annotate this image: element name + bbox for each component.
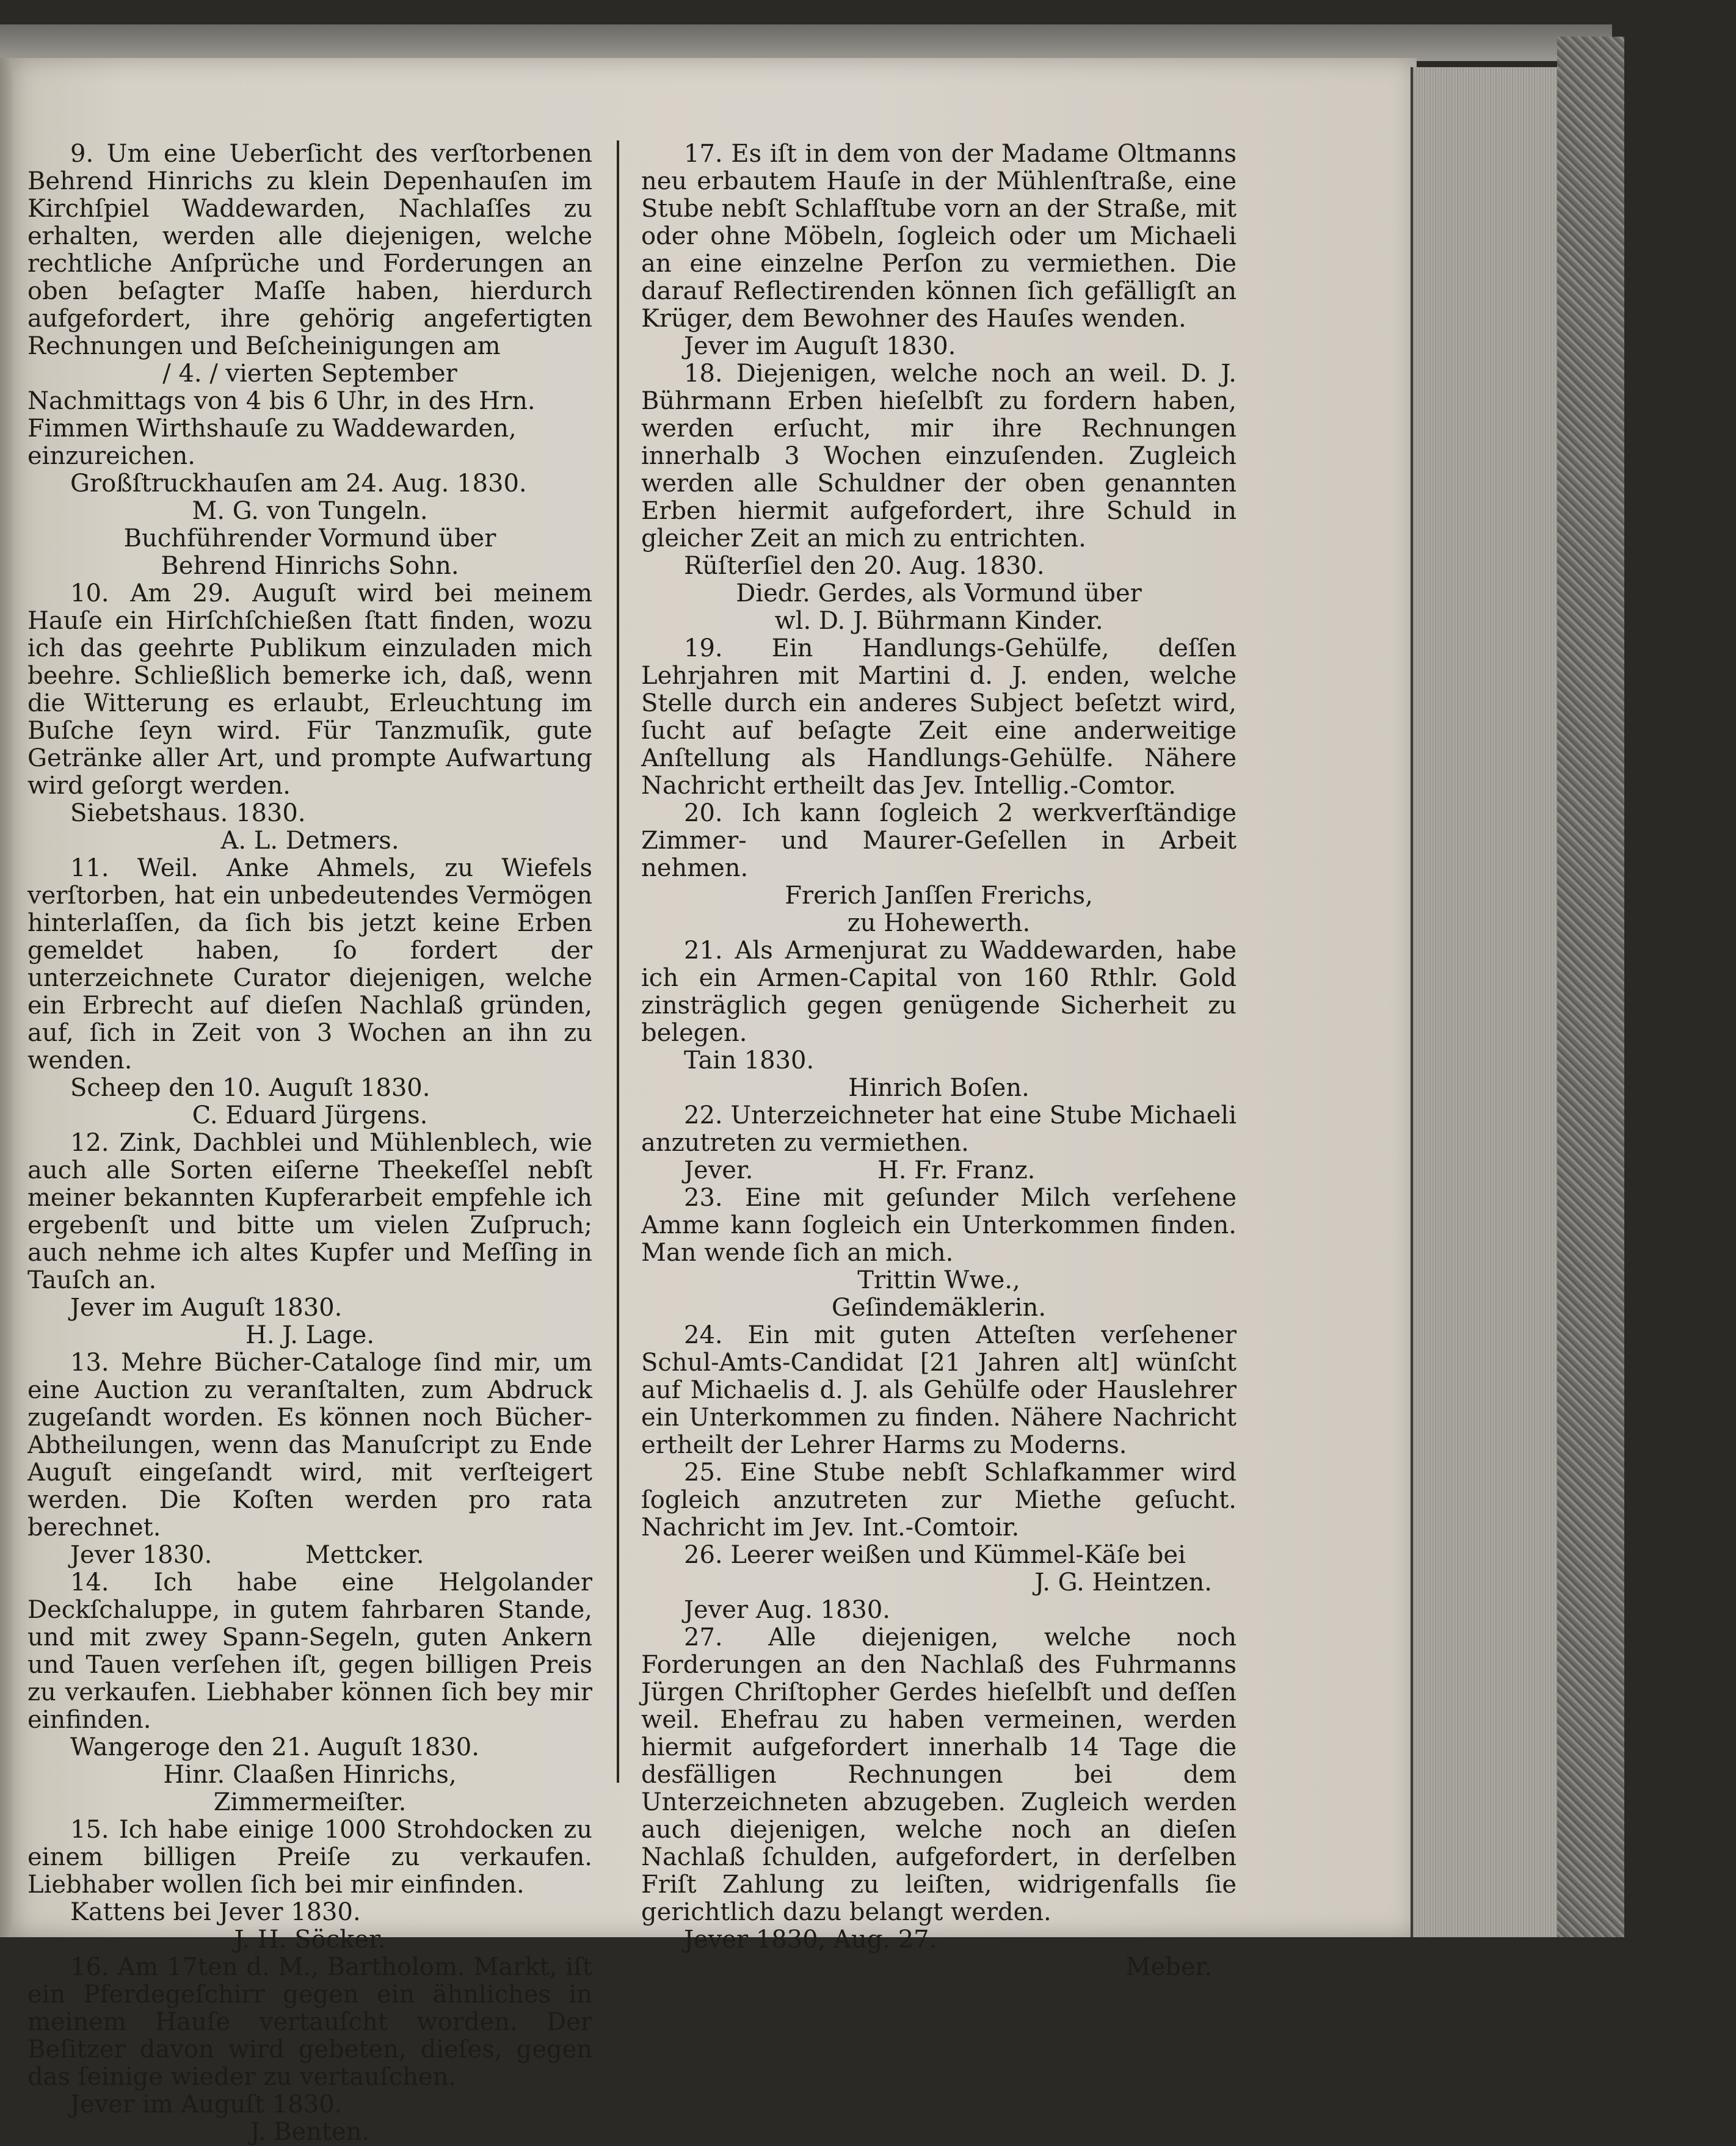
place-date-line: Jever. H. Fr. Franz. (684, 1156, 1036, 1184)
signature-line: Hinr. Claaßen Hinrichs, (163, 1761, 457, 1789)
notice-paragraph: 24. Ein mit guten Atteſten verſehener Schul-Amts-Candidat [21 Jahren alt] wünſcht auf Michaelis d. J. als Gehülfe oder Hauslehrer ein Unterkommen zu finden. Nähere Nachricht ertheilt der Lehrer Harms zu Moderns. (641, 1321, 1237, 1459)
notice-paragraph: 13. Mehre Bücher-Cataloge ſind mir, um eine Auction zu veranſtalten, zum Abdruck zugeſandt worden. Es können noch Bücher-Abtheilungen, wenn das Manuſcript zu Ende Auguſt eingeſandt wird, mit verſteigert werden. Die Koſten werden pro rata berechnet. (27, 1349, 592, 1542)
place-date-line: Jever im Auguſt 1830. (70, 1294, 343, 1322)
notice-paragraph: 22. Unterzeichneter hat eine Stube Michaeli anzutreten zu vermiethen. (641, 1101, 1237, 1157)
signature-line: Buchführender Vormund über (123, 524, 496, 553)
place-date-line: Scheep den 10. Auguſt 1830. (70, 1074, 430, 1102)
notice-paragraph: 20. Ich kann ſogleich 2 werkverſtändige Zimmer- und Maurer-Geſellen in Arbeit nehmen. (641, 799, 1237, 882)
signature-line: M. G. von Tungeln. (192, 497, 428, 525)
column-rule (617, 140, 619, 1783)
notice-paragraph: 21. Als Armenjurat zu Waddewarden, habe ich ein Armen-Capital von 160 Rthlr. Gold zinsträglich gegen genügende Sicherheit zu belegen. (641, 937, 1237, 1047)
place-date-line: Jever im Auguſt 1830. (684, 332, 956, 360)
place-date-line: Großſtruckhauſen am 24. Aug. 1830. (70, 469, 527, 498)
notice-paragraph: 14. Ich habe eine Helgolander Deckſchaluppe, in gutem fahrbaren Stande, und mit zwey Spann-Segeln, guten Ankern und Tauen verſehen iſt, gegen billigen Preis zu verkaufen. Liebhaber können ſich bey mir einfinden. (27, 1568, 592, 1734)
signature-line: C. Eduard Jürgens. (192, 1101, 428, 1129)
notice-paragraph: 15. Ich habe einige 1000 Strohdocken zu einem billigen Preiſe zu verkaufen. Liebhaber wollen ſich bei mir einfinden. (27, 1816, 592, 1899)
signature-line: Behrend Hinrichs Sohn. (161, 552, 459, 580)
notice-paragraph: 12. Zink, Dachblei und Mühlenblech, wie auch alle Sorten eiſerne Theekeſſel nebſt meiner bekannten Kupferarbeit empfehle ich ergebenſt und bitte um vielen Zuſpruch; auch nehme ich altes Kupfer und Meſſing in Tauſch an. (27, 1129, 592, 1294)
signature-line: Geſindemäklerin. (831, 1294, 1047, 1322)
book-cover (1557, 37, 1624, 1937)
place-date-line: Jever 1830, Aug. 27. (684, 1926, 937, 1954)
signature-line: J. H. Söcker. (234, 1926, 386, 1954)
date-line: / 4. / vierten September (162, 360, 457, 388)
place-date-line: Kattens bei Jever 1830. (70, 1898, 361, 1926)
right-column (641, 140, 1237, 1981)
notice-paragraph: Nachmittags von 4 bis 6 Uhr, in des Hrn. Fimmen Wirthshauſe zu Waddewarden, einzureichen. (27, 387, 536, 470)
signature-line: Diedr. Gerdes, als Vormund über (736, 579, 1142, 607)
signature-line: Meber. (1125, 1953, 1212, 1981)
notice-paragraph: 16. Am 17ten d. M., Bartholom. Markt, iſt ein Pferdegeſchirr gegen ein ähnliches in meinem Hauſe vertauſcht worden. Der Beſitzer davon wird gebeten, dieſes, gegen das ſeinige wieder zu vertauſchen. (27, 1953, 592, 2091)
signature-line: J. G. Heintzen. (1034, 1568, 1212, 1597)
left-column (27, 140, 592, 2146)
place-date-line: Tain 1830. (684, 1046, 815, 1075)
notice-paragraph: 25. Eine Stube nebſt Schlafkammer wird ſogleich anzutreten zur Miethe geſucht. Nachricht im Jev. Int.-Comtoir. (641, 1459, 1237, 1542)
signature-line: H. J. Lage. (245, 1321, 375, 1349)
notice-paragraph: 10. Am 29. Auguſt wird bei meinem Hauſe ein Hirſchſchießen ſtatt finden, wozu ich das geehrte Publikum einzuladen mich beehre. Schließlich bemerke ich, daß, wenn die Witterung es erlaubt, Erleuchtung im Buſche ſeyn wird. Für Tanzmuſik, gute Getränke aller Art, und prompte Aufwartung wird geſorgt werden. (27, 579, 592, 800)
signature-line: Frerich Janſſen Frerichs, (785, 882, 1093, 910)
notice-paragraph: 26. Leerer weißen und Kümmel-Käſe bei (684, 1541, 1186, 1569)
page-edges (1411, 67, 1560, 1937)
book-top-edge (0, 24, 1612, 61)
notice-paragraph: 19. Ein Handlungs-Gehülfe, deſſen Lehrjahren mit Martini d. J. enden, welche Stelle durch ein anderes Subject beſetzt wird, ſucht auf beſagte Zeit eine anderweitige Anſtellung als Handlungs-Gehülfe. Nähere Nachricht ertheilt das Jev. Intellig.-Comtor. (641, 634, 1237, 800)
notice-paragraph: 9. Um eine Ueberſicht des verſtorbenen Behrend Hinrichs zu klein Depenhauſen im Kirchſpiel Waddewarden, Nachlaſſes zu erhalten, werden alle diejenigen, welche rechtliche Anſprüche und Forderungen an oben beſagter Maſſe haben, hierdurch aufgefordert, ihre gehörig angefertigten Rechnungen und Beſcheinigungen am (27, 140, 592, 360)
notice-paragraph: 23. Eine mit geſunder Milch verſehene Amme kann ſogleich ein Unterkommen finden. Man wende ſich an mich. (641, 1184, 1237, 1267)
signature-line: zu Hohewerth. (847, 909, 1031, 937)
notice-paragraph: 17. Es iſt in dem von der Madame Oltmanns neu erbautem Hauſe in der Mühlenſtraße, eine Stube nebſt Schlafſtube vorn an der Straße, mit oder ohne Möbeln, ſogleich oder um Michaeli an eine einzelne Perſon zu vermiethen. Die darauf Reflectirenden können ſich gefälligſt an Krüger, dem Bewohner des Hauſes wenden. (641, 140, 1237, 333)
place-date-line: Wangeroge den 21. Auguſt 1830. (70, 1733, 479, 1761)
place-date-line: Rüſterſiel den 20. Aug. 1830. (684, 552, 1045, 580)
signature-line: A. L. Detmers. (220, 827, 399, 855)
signature-line: Zimmermeiſter. (213, 1788, 407, 1816)
place-date-line: Siebetshaus. 1830. (70, 799, 306, 827)
place-date-line: Jever Aug. 1830. (684, 1596, 891, 1624)
signature-line: J. Benten. (250, 2118, 370, 2146)
signature-line: Trittin Wwe., (857, 1266, 1020, 1294)
notice-paragraph: 27. Alle diejenigen, welche noch Forderungen an den Nachlaß des Fuhrmanns Jürgen Chriſtopher Gerdes hieſelbſt und deſſen weil. Ehefrau zu haben vermeinen, werden hiermit aufgefordert innerhalb 14 Tage die desfälligen Rechnungen bei dem Unterzeichneten abzugeben. Zugleich werden auch diejenigen, welche noch an dieſen Nachlaß ſchulden, aufgefordert, in derſelben Friſt Zahlung zu leiſten, widrigenfalls ſie gerichtlich dazu belangt werden. (641, 1623, 1237, 1926)
notice-paragraph: 18. Diejenigen, welche noch an weil. D. J. Bührmann Erben hieſelbſt zu fordern haben, werden erſucht, mir ihre Rechnungen innerhalb 3 Wochen einzuſenden. Zugleich werden alle Schuldner der oben genannten Erben hiermit aufgefordert, ihre Schuld in gleicher Zeit an mich zu entrichten. (641, 360, 1237, 553)
signature-line: wl. D. J. Bührmann Kinder. (774, 607, 1103, 635)
place-date-line: Jever im Auguſt 1830. (70, 2090, 343, 2119)
signature-line: Hinrich Boſen. (848, 1074, 1030, 1102)
place-date-line: Jever 1830. Mettcker. (70, 1541, 424, 1569)
notice-paragraph: 11. Weil. Anke Ahmels, zu Wiefels verſtorben, hat ein unbedeutendes Vermögen hinterlaſſen, da ſich bis jetzt keine Erben gemeldet haben, ſo fordert der unterzeichnete Curator diejenigen, welche ein Erbrecht auf dieſen Nachlaß gründen, auf, ſich in Zeit von 3 Wochen an ihn zu wenden. (27, 854, 592, 1075)
